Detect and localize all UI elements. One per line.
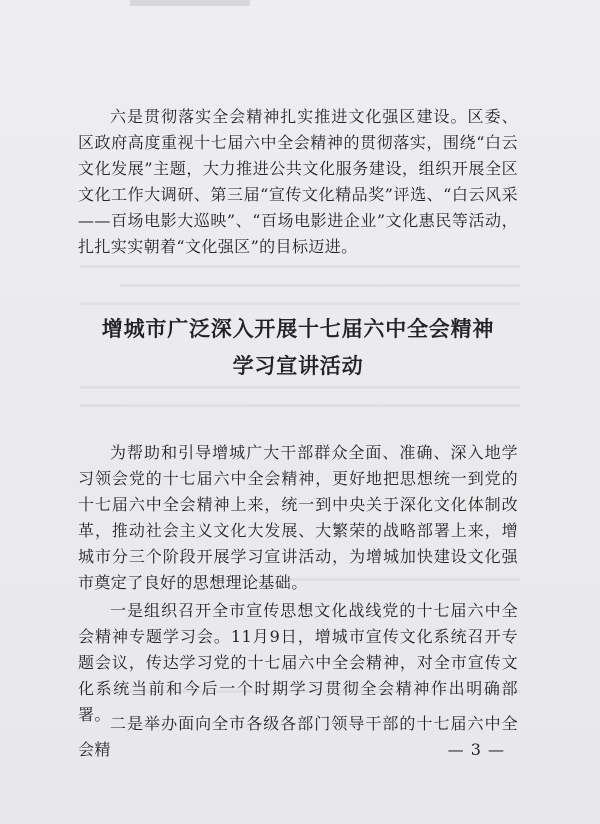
section-title-line1: 增城市广泛深入开展十七届六中全会精神 bbox=[101, 317, 495, 341]
section-title-line2: 学习宣讲活动 bbox=[232, 354, 364, 378]
paragraph-second-measure: 二是举办面向全市各级各部门领导干部的十七届六中全会精 bbox=[78, 714, 518, 759]
paragraph-intro: 为帮助和引导增城广大干部群众全面、准确、深入地学习领会党的十七届六中全会精神，更好地把思想统一到党的十七届六中全会精神上来，统一到中央关于深化文化体制改革，推动社会主义文化大发展、大繁荣的战略部署上来，增城市分三个阶段开展学习宣讲活动，为增城加快建设文化强市奠定了良好的思想理论基础。 bbox=[78, 443, 518, 592]
page-number: — 3 — bbox=[447, 740, 505, 759]
paragraph-cultural-district: 六是贯彻落实全会精神扎实推进文化强区建设。区委、区政府高度重视十七届六中全会精神的贯彻落实，围绕“白云文化发展”主题，大力推进公共文化服务建设，组织开展全区文化工作大调研、第三届“宣传文化精品奖”评选、“白云风采——百场电影大巡映”、“百场电影进企业”文化惠民等活动，扎扎实实朝着“文化强区”的目标迈进。 bbox=[78, 107, 518, 256]
paragraph-first-measure: 一是组织召开全市宣传思想文化战线党的十七届六中全会精神专题学习会。11月9日，增城市宣传文化系统召开专题会议，传达学习党的十七届六中全会精神，对全市宣传文化系统当前和今后一个时期学习贯彻全会精神作出明确部署。 bbox=[78, 601, 518, 724]
